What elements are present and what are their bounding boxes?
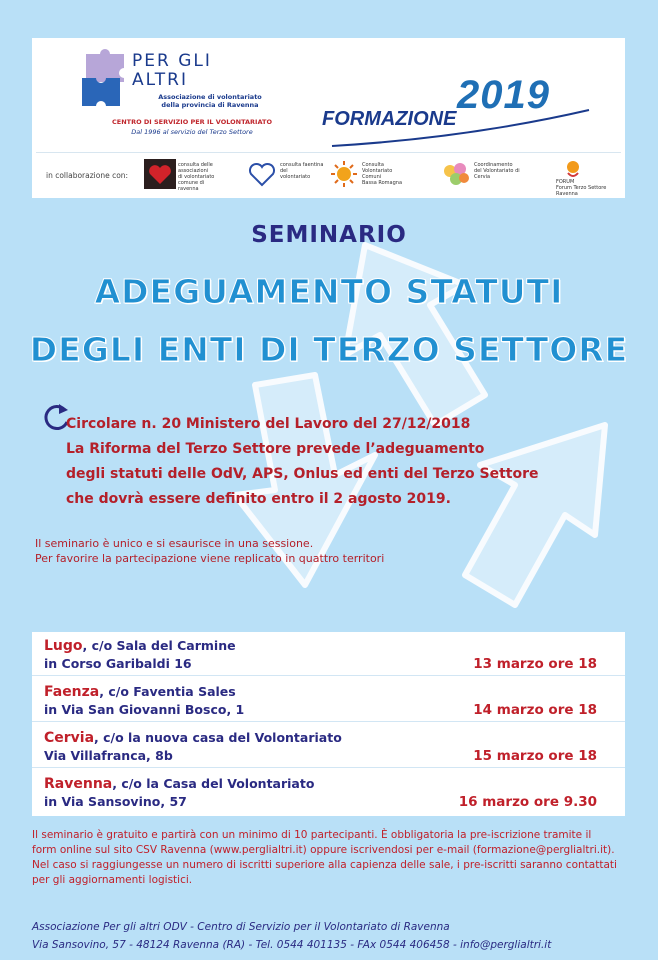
session-venue: , c/o la nuova casa del Volontariato (94, 730, 342, 745)
session-row (32, 678, 625, 722)
logo-subtitle (130, 93, 290, 109)
main-title-line1: ADEGUAMENTO STATUTI (94, 272, 564, 311)
footer-contacts (32, 918, 632, 954)
partner-text: Consulta Volontariato Comuni Bassa Romagna (362, 162, 403, 186)
note-line: Per favorire la partecipazione viene replicato in quattro territori (35, 552, 385, 565)
footer-line: Via Sansovino, 57 - 48124 Ravenna (RA) - Tel. 0544 401135 - FAx 0544 406458 - info@perglialtri.it (32, 939, 552, 951)
session-address: in Via Sansovino, 57 (44, 794, 187, 809)
session-date: 15 marzo ore 18 (473, 748, 597, 764)
circular-line: La Riforma del Terzo Settore prevede l’adeguamento (66, 441, 485, 457)
seminar-label: SEMINARIO (251, 222, 407, 248)
heart-outline-icon (246, 159, 278, 189)
logo-since: Dal 1996 al servizio del Terzo Settore (131, 128, 253, 136)
main-title-line2: DEGLI ENTI DI TERZO SETTORE (29, 330, 629, 369)
circular-text (66, 412, 626, 512)
session-city: Ravenna (44, 776, 113, 792)
session-city: Cervia (44, 730, 95, 746)
flower-icon (440, 159, 472, 189)
session-venue: , c/o la Casa del Volontariato (112, 776, 315, 791)
session-date: 14 marzo ore 18 (473, 702, 597, 718)
heart-icon (144, 159, 176, 189)
session-address: in Corso Garibaldi 16 (44, 656, 192, 671)
info-line: form online sul sito CSV Ravenna (www.perglialtri.it) oppure iscrivendosi per e-mail (formazione@perglialtri.it). (32, 844, 615, 856)
footer-line: Associazione Per gli altri ODV - Centro di Servizio per il Volontariato di Ravenna (32, 921, 450, 933)
note-line: Il seminario è unico e si esaurisce in una sessione. (35, 537, 314, 550)
partner-text: Coordinamento del Volontariato di Cervia (474, 162, 520, 180)
session-date: 13 marzo ore 18 (473, 656, 597, 672)
session-row (32, 724, 625, 768)
session-venue-line (44, 684, 236, 700)
sun-icon (328, 159, 360, 189)
partner-text: consulta delle associazioni di volontariato comune di ravenna (178, 162, 215, 192)
session-venue-line (44, 776, 314, 792)
year-label: 2019 (457, 73, 550, 117)
puzzle-logo-icon (80, 48, 130, 110)
session-row (32, 632, 625, 676)
session-date: 16 marzo ore 9.30 (458, 794, 597, 810)
session-row (32, 770, 625, 814)
info-line: per gli aggiornamenti logistici. (32, 874, 193, 886)
session-address: in Via San Giovanni Bosco, 1 (44, 702, 245, 717)
session-city: Lugo (44, 638, 83, 654)
info-line: Nel caso si raggiungesse un numero di iscritti superiore alla capienza delle sale, i pre-iscritti saranno contattati (32, 859, 617, 871)
collab-label: in collaborazione con: (46, 171, 129, 180)
forum-icon (560, 159, 586, 179)
header-banner (32, 38, 625, 198)
collaboration-row (36, 152, 621, 197)
partner-text: consulta faentina del volontariato (280, 162, 324, 180)
session-venue-line (44, 638, 236, 654)
session-address: Via Villafranca, 8b (44, 748, 173, 763)
info-line: Il seminario è gratuito e partirà con un minimo di 10 partecipanti. È obbligatoria la pre-iscrizione tramite il (32, 829, 592, 841)
logo-subtitle-line1: Associazione di volontariato (158, 93, 262, 101)
circular-line: che dovrà essere definito entro il 2 agosto 2019. (66, 491, 451, 507)
circular-line: Circolare n. 20 Ministero del Lavoro del 27/12/2018 (66, 416, 471, 432)
registration-info (32, 828, 632, 888)
session-venue: , c/o Sala del Carmine (82, 638, 236, 653)
session-venue: , c/o Faventia Sales (99, 684, 236, 699)
session-note (35, 536, 384, 566)
session-venue-line (44, 730, 342, 746)
logo-csv: CENTRO DI SERVIZIO PER IL VOLONTARIATO (112, 118, 272, 126)
formazione-label: FORMAZIONE (322, 108, 457, 130)
schedule-table (32, 632, 625, 816)
session-city: Faenza (44, 684, 100, 700)
logo-name: PER GLI ALTRI (132, 51, 212, 90)
logo-subtitle-line2: della provincia di Ravenna (161, 101, 259, 109)
partner-text: FORUM Forum Terzo Settore Ravenna (556, 179, 607, 197)
circular-line: degli statuti delle OdV, APS, Onlus ed enti del Terzo Settore (66, 466, 539, 482)
